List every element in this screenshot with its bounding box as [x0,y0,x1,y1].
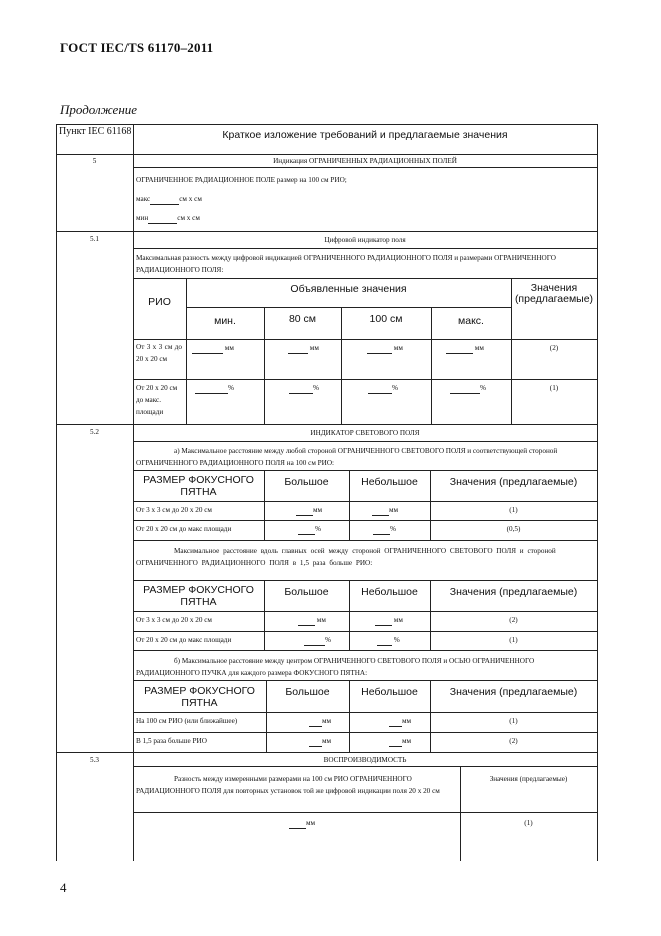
a-row2-large-blank: % [298,523,321,535]
row2-100-blank: % [368,382,398,394]
row1-min-blank: мм [192,342,234,354]
clause-5-1-number: 5.1 [90,235,99,243]
b-row1-label: На 100 см РИО (или ближайшее) [136,717,238,725]
clause-5-1-title: Цифровой индикатор поля [324,236,406,244]
c53-blank: мм [289,817,315,829]
row-3x3-to-20x20-label: От 3 х 3 см до 20 х 20 см [136,343,182,363]
row2-80-blank: % [289,382,319,394]
clause-5-2-axes-description: Максимальное расстояние вдоль главных осей между стороной ОГРАНИЧЕННОГО СВЕТОВОГО ПОЛЯ и стороной ОГРАНИЧЕННОГО РАДИАЦИОННОГО ПОЛЯ в 1,5 раза больше РИО: [136,547,556,567]
small-label-b0: Небольшое [361,586,418,598]
b-row2-value: (2) [509,737,518,745]
a-row2-value: (0,5) [506,525,521,533]
b0-row2-small-blank: % [377,634,400,646]
b0-row1-value: (2) [509,616,518,624]
col-max: макс. [458,315,484,327]
proposed-values-header: Значения (предлагаемые) [514,282,594,305]
a-row1-label: От 3 х 3 см до 20 х 20 см [136,506,212,514]
row-20x20-to-max-label: От 20 х 20 см до макс. площади [136,384,178,416]
large-label-b0: Большое [284,586,329,598]
row1-value: (2) [549,344,559,352]
large-label-b: Большое [285,686,330,698]
header-clause-column: Пункт IEC 61168 [59,126,132,137]
col-min: мин. [214,315,236,327]
row2-max-blank: % [450,382,486,394]
a-row1-large-blank: мм [296,504,322,516]
proposed-values-5-3: Значения (предлагаемые) [489,775,568,783]
proposed-values-b0: Значения (предлагаемые) [449,586,578,598]
clause-5-2-b-description: б) Максимальное расстояние между центром ОГРАНИЧЕННОГО СВЕТОВОГО ПОЛЯ и ОСЬЮ ОГРАНИЧЕННОГО РАДИАЦИОННОГО ПУЧКА для каждого размера ФОКУСНОГО ПЯТНА: [136,657,535,677]
continuation-label: Продолжение [60,102,138,117]
row1-80-blank: мм [288,342,319,354]
document-header: ГОСТ IEC/TS 61170–2011 [60,40,214,55]
clause-5-3-title: ВОСПРОИЗВОДИМОСТЬ [323,756,407,764]
focal-spot-size-label-a: РАЗМЕР ФОКУСНОГО ПЯТНА [143,474,254,498]
clause-5-2-number: 5.2 [90,428,99,436]
row2-value: (1) [549,384,559,392]
b0-row1-small-blank: мм [375,614,403,626]
header-summary-column: Краткое изложение требований и предлагаемые значения [222,129,508,141]
a-row2-small-blank: % [373,523,396,535]
clause-5-title: Индикация ОГРАНИЧЕННЫХ РАДИАЦИОННЫХ ПОЛЕЙ [273,157,457,165]
rio-label: РИО [148,296,171,308]
a-row1-value: (1) [509,506,518,514]
b-row1-large-blank: мм [309,715,331,727]
b-row1-value: (1) [509,717,518,725]
b-row2-small-blank: мм [389,735,411,747]
page-number: 4 [60,880,67,895]
clause-5-2-title: ИНДИКАТОР СВЕТОВОГО ПОЛЯ [310,429,420,437]
clause-5-min-field: мин см х см [136,214,200,222]
declared-values-label: Объявленные значения [290,283,407,295]
clause-5-3-number: 5.3 [90,756,99,764]
small-label-b: Небольшое [361,686,418,698]
b0-row2-value: (1) [509,636,518,644]
large-label-a: Большое [284,476,329,488]
proposed-values-a: Значения (предлагаемые) [449,476,578,488]
row1-100-blank: мм [367,342,403,354]
clause-5-max-field: макс см х см [136,195,202,203]
row2-min-blank: % [195,382,234,394]
col-80cm: 80 см [288,313,317,325]
clause-5-3-description: Разность между измеренными размерами на 100 см РИО ОГРАНИЧЕННОГО РАДИАЦИОННОГО ПОЛЯ для повторных установок той же цифровой индикации поля 20 х 20 см [136,775,440,795]
small-label-a: Небольшое [361,476,418,488]
row1-max-blank: мм [446,342,484,354]
c53-value: (1) [524,819,533,827]
a-row1-small-blank: мм [372,504,398,516]
col-100cm: 100 см [369,313,403,325]
b-row2-large-blank: мм [309,735,331,747]
b-row2-label: В 1,5 раза больше РИО [136,737,207,745]
b0-row1-label: От 3 х 3 см до 20 х 20 см [136,616,212,624]
b0-row2-large-blank: % [304,634,331,646]
b0-row1-large-blank: мм [298,614,326,626]
a-row2-label: От 20 х 20 см до макс площади [136,525,232,533]
focal-spot-size-label-b0: РАЗМЕР ФОКУСНОГО ПЯТНА [143,584,254,608]
proposed-values-b: Значения (предлагаемые) [449,686,578,698]
clause-5-2-a-description: а) Максимальное расстояние между любой стороной ОГРАНИЧЕННОГО СВЕТОВОГО ПОЛЯ и соответствующей стороной ОГРАНИЧЕННОГО РАДИАЦИОННОГО ПОЛЯ на 100 см РИО: [136,447,558,467]
clause-5-1-description: Максимальная разность между цифровой индикацией ОГРАНИЧЕННОГО РАДИАЦИОННОГО ПОЛЯ и размерами ОГРАНИЧЕННОГО РАДИАЦИОННОГО ПОЛЯ: [136,254,556,274]
clause-5-field-size: ОГРАНИЧЕННОЕ РАДИАЦИОННОЕ ПОЛЕ размер на 100 см РИО; [136,176,347,184]
b0-row2-label: От 20 х 20 см до макс площади [136,636,232,644]
focal-spot-size-label-b: РАЗМЕР ФОКУСНОГО ПЯТНА [144,685,255,709]
clause-5-number: 5 [92,157,97,165]
b-row1-small-blank: мм [389,715,411,727]
